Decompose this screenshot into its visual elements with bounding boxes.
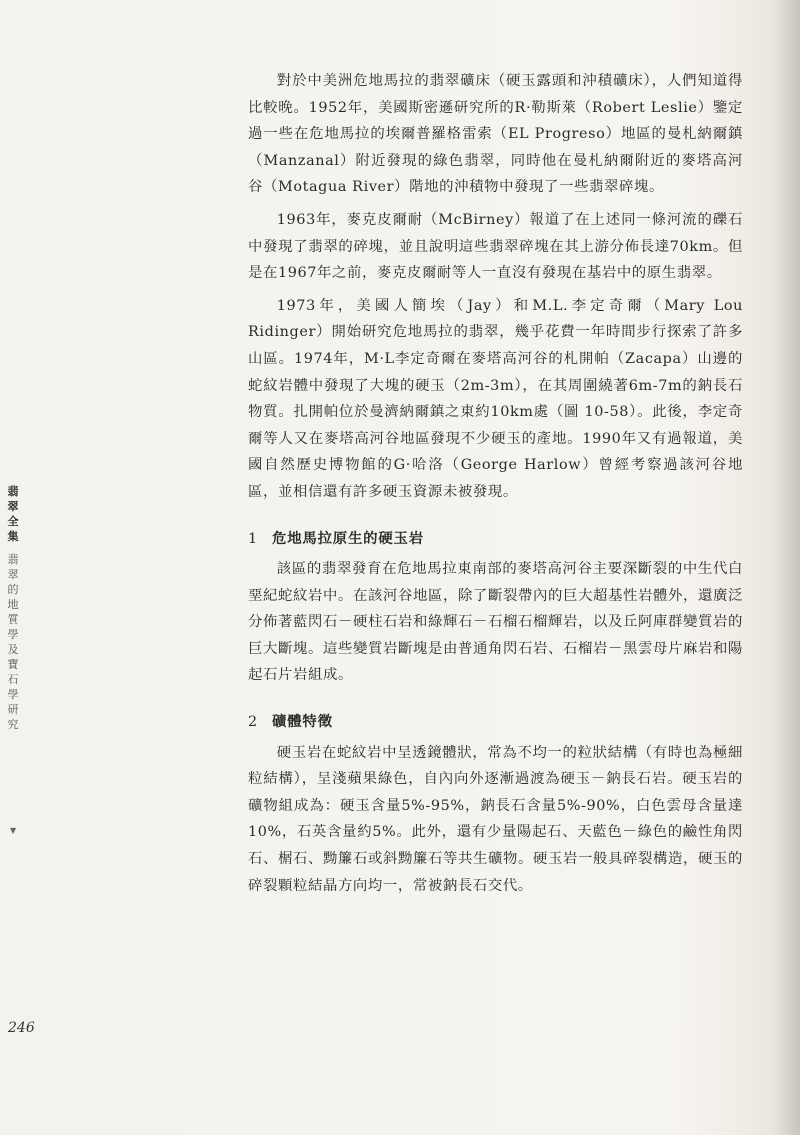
paragraph-intro-3: 1973年，美國人簡埃（Jay）和M.L.李定奇爾（Mary Lou Ridinger）開始研究危地馬拉的翡翠，幾乎花費一年時間步行探索了許多山區。1974年，M·L李定奇爾在麥塔高河谷的札開帕（Zacapa）山邊的蛇紋岩體中發現了大塊的硬玉（2m-3m），在其周圍繞著6m-7m的鈉長石物質。扎開帕位於曼濟納爾鎮之東約10km處（圖 10-58）。此後，李定奇爾等人又在麥塔高河谷地區發現不少硬玉的產地。1990年又有過報道，美國自然歷史博物館的G·哈洛（George Harlow）曾經考察過該河谷地區，並相信還有許多硬玉資源未被發現。 (248, 297, 743, 500)
main-text (248, 68, 743, 905)
section-1-number: 1 (248, 530, 258, 547)
margin-mark: ▼ (10, 826, 17, 835)
section-2-paragraph: 硬玉岩在蛇紋岩中呈透鏡體狀，常為不均一的粒狀結構（有時也為極細粒結構），呈淺蘋果綠色，自內向外逐漸過渡為硬玉－鈉長石岩。硬玉岩的礦物組成為：硬玉含量5%-95%，鈉長石含量5%-90%，白色雲母含量達10%，石英含量約5%。此外，還有少量陽起石、天藍色－綠色的鹼性角閃石、榍石、黝簾石或斜黝簾石等共生礦物。硬玉岩一般具碎裂構造，硬玉的碎裂顆粒結晶方向均一，常被鈉長石交代。 (248, 744, 743, 894)
section-1-heading (248, 526, 743, 553)
section-1-paragraph: 該區的翡翠發育在危地馬拉東南部的麥塔高河谷主要深斷裂的中生代白堊紀蛇紋岩中。在該河谷地區，除了斷裂帶內的巨大超基性岩體外，還廣泛分佈著藍閃石－硬柱石岩和綠輝石－石榴石榴輝岩，以及丘阿庫群變質岩的巨大斷塊。這些變質岩斷塊是由普通角閃石岩、石榴岩－黑雲母片麻岩和陽起石片岩組成。 (248, 561, 743, 684)
running-sidebar (6, 484, 20, 732)
page-number: 246 (8, 1020, 35, 1036)
paragraph-intro-1: 對於中美洲危地馬拉的翡翠礦床（硬玉露頭和沖積礦床），人們知道得比較晚。1952年，美國斯密遜研究所的R·勒斯萊（Robert Leslie）鑒定過一些在危地馬拉的埃爾普羅格雷索（EL Progreso）地區的曼札納爾鎮（Manzanal）附近發現的綠色翡翠，同時他在曼札納爾附近的麥塔高河谷（Motagua River）階地的沖積物中發現了一些翡翠碎塊。 (248, 73, 743, 196)
series-title: 翡翠全集 (7, 485, 19, 543)
section-2-heading (248, 709, 743, 736)
section-2-number: 2 (248, 714, 258, 731)
page-gutter-shadow (774, 0, 800, 1135)
book-subtitle: 翡翠的地質學及寶石學研究 (7, 553, 19, 731)
paragraph-intro-2: 1963年，麥克皮爾耐（McBirney）報道了在上述同一條河流的礫石中發現了翡翠的碎塊，並且說明這些翡翠碎塊在其上游分佈長達70km。但是在1967年之前，麥克皮爾耐等人一直沒有發現在基岩中的原生翡翠。 (248, 211, 743, 282)
section-1-title: 危地馬拉原生的硬玉岩 (272, 529, 424, 547)
section-2-title: 礦體特徵 (272, 713, 333, 731)
